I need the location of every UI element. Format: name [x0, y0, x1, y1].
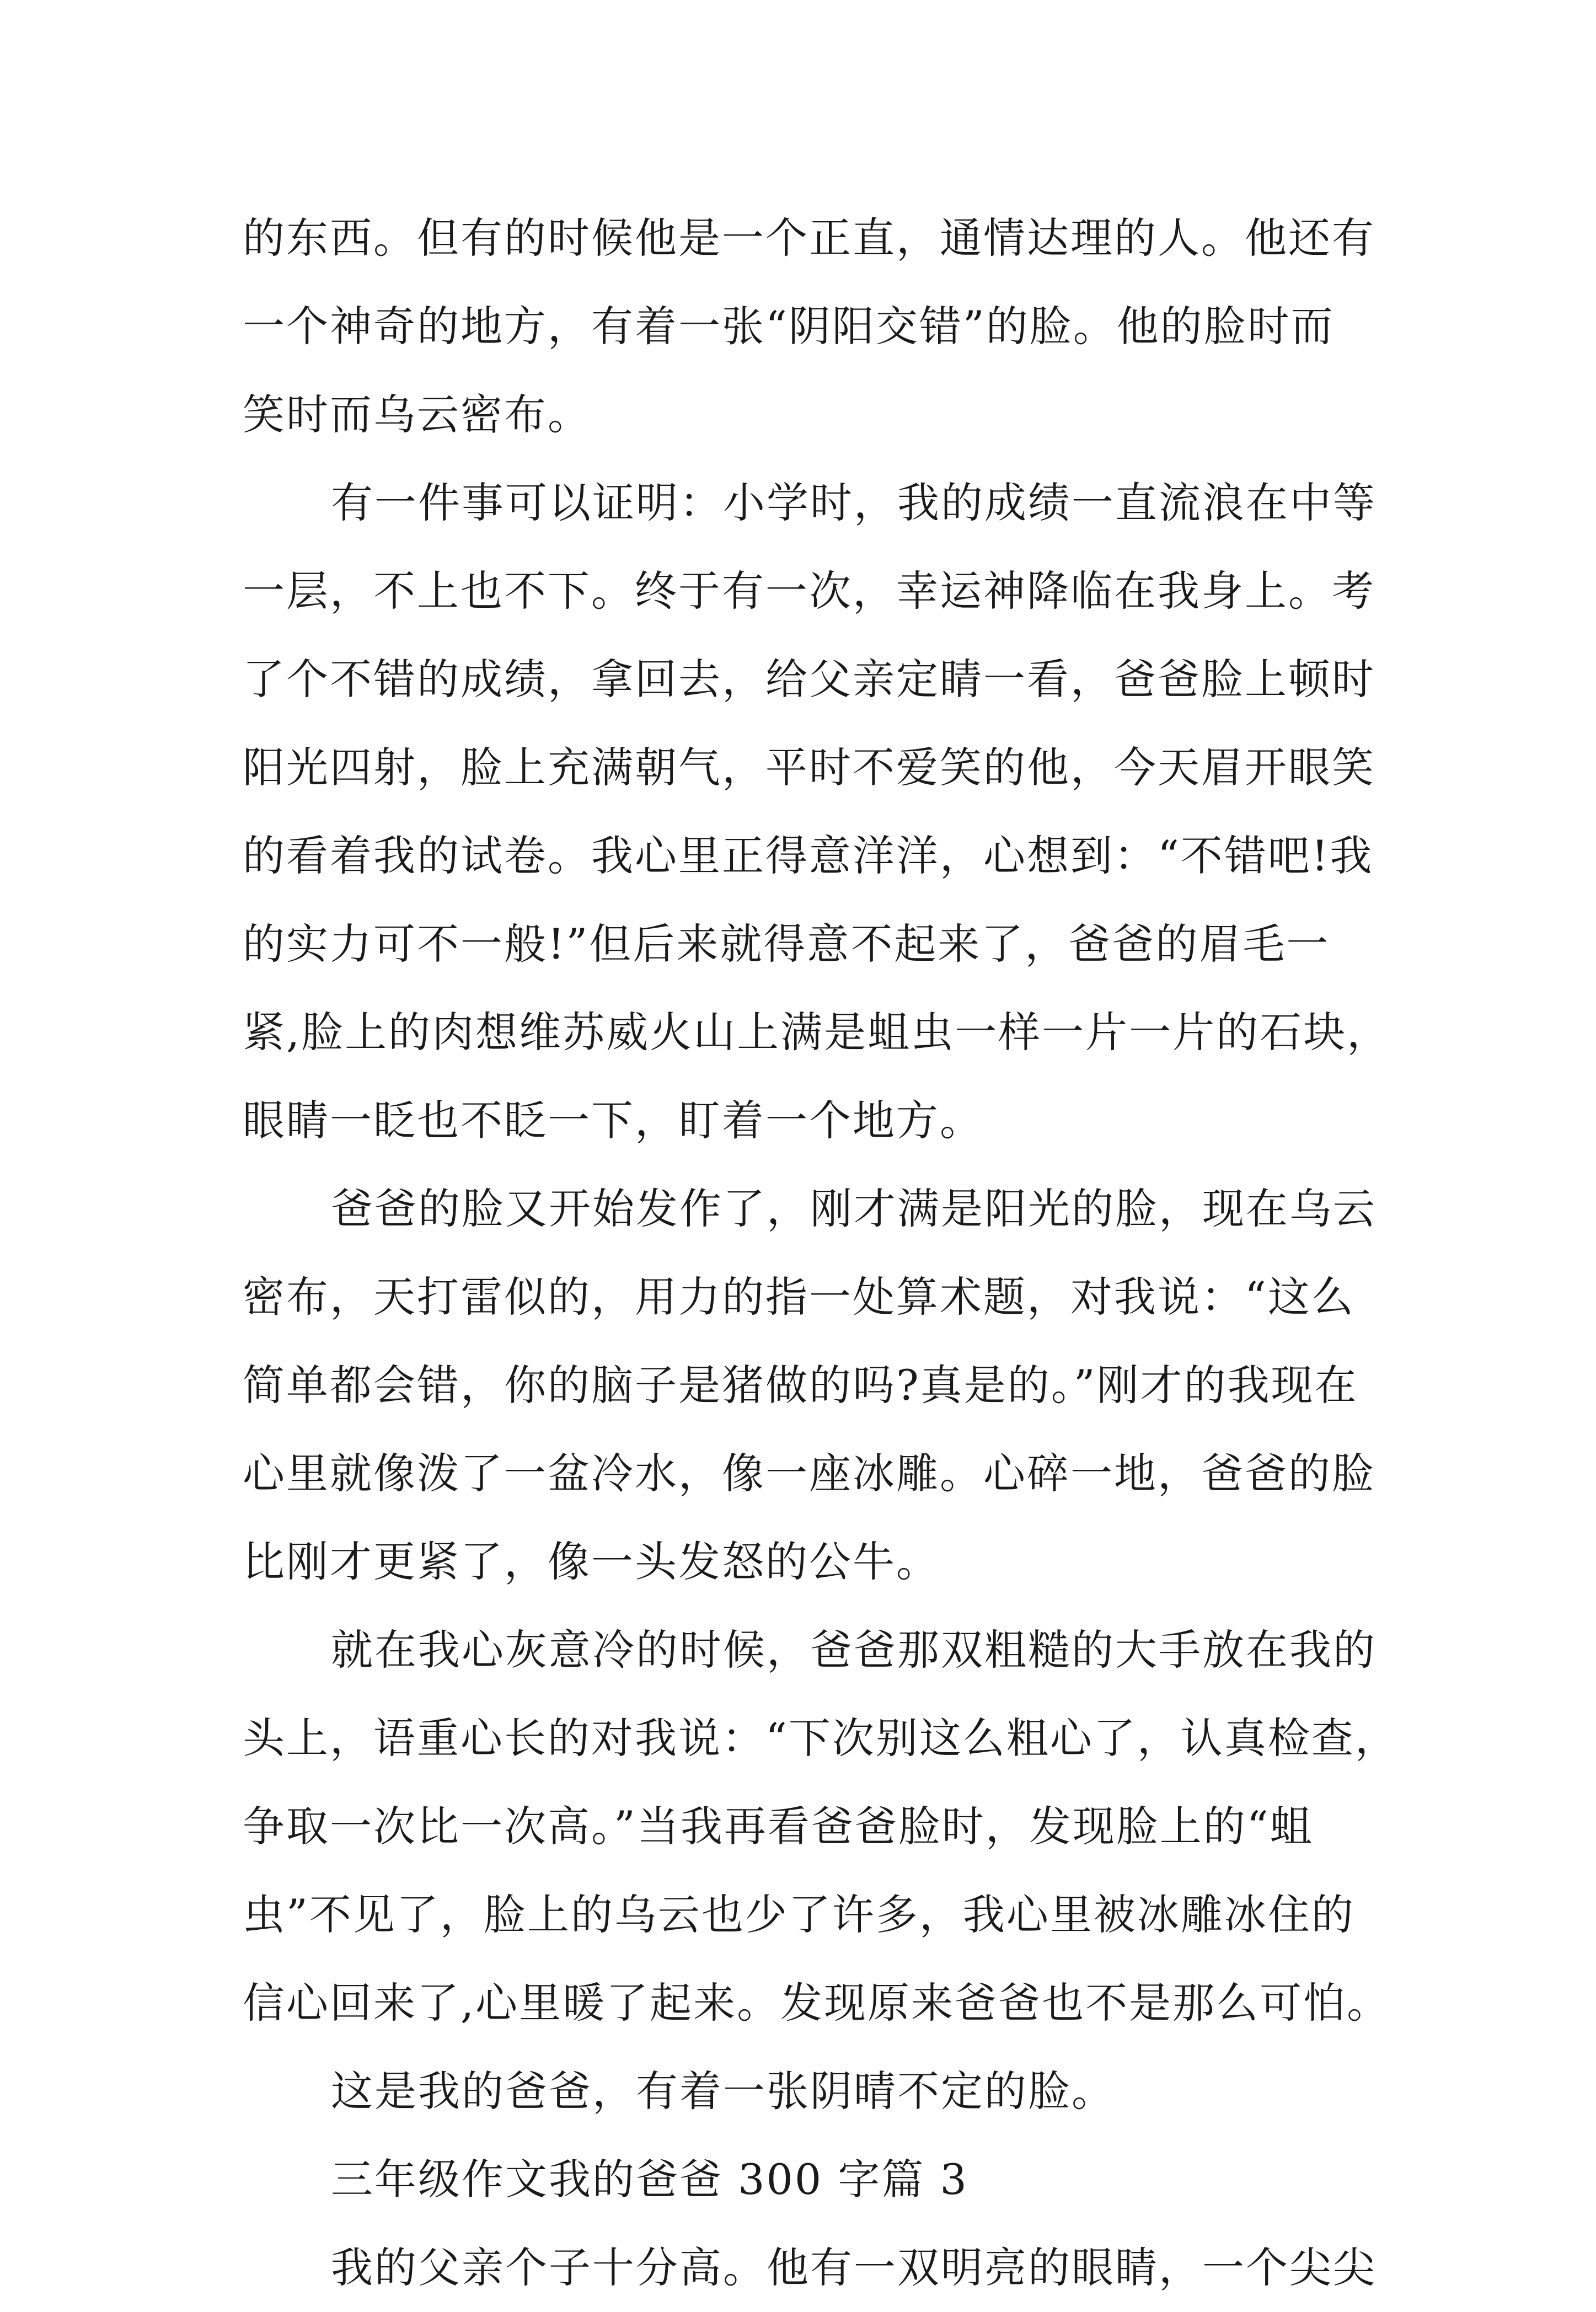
text-line: 心里就像泼了一盆冷水，像一座冰雕。心碎一地，爸爸的脸 — [243, 1449, 1375, 1498]
text-line: 信心回来了,心里暖了起来。发现原来爸爸也不是那么可怕。 — [243, 1978, 1391, 2027]
text-line: 虫”不见了，脸上的乌云也少了许多，我心里被冰雕冰住的 — [243, 1890, 1355, 1939]
text-line: 笑时而乌云密布。 — [243, 390, 591, 439]
text-line: 的实力可不一般!”但后来就得意不起来了，爸爸的眉毛一 — [243, 919, 1330, 968]
text-line: 的东西。但有的时候他是一个正直，通情达理的人。他还有 — [243, 213, 1375, 263]
text-line: 我的父亲个子十分高。他有一双明亮的眼睛，一个尖尖 — [331, 2243, 1377, 2292]
text-line: 密布，天打雷似的，用力的指一处算术题，对我说：“这么 — [243, 1272, 1355, 1321]
text-line: 比刚才更紧了，像一头发怒的公牛。 — [243, 1537, 940, 1586]
text-line: 紧,脸上的肉想维苏威火山上满是蛆虫一样一片一片的石块， — [243, 1008, 1391, 1057]
text-line: 的看着我的试卷。我心里正得意洋洋，心想到：“不错吧!我 — [243, 831, 1374, 880]
text-line: 简单都会错，你的脑子是猪做的吗?真是的。”刚才的我现在 — [243, 1361, 1358, 1410]
text-line: 争取一次比一次高。”当我再看爸爸脸时，发现脸上的“蛆 — [243, 1802, 1314, 1851]
text-line: 爸爸的脸又开始发作了，刚才满是阳光的脸，现在乌云 — [331, 1184, 1377, 1233]
text-line: 头上，语重心长的对我说：“下次别这么粗心了，认真检查， — [243, 1714, 1399, 1763]
body-text — [243, 194, 1399, 2312]
text-line: 一层，不上也不下。终于有一次，幸运神降临在我身上。考 — [243, 566, 1375, 616]
text-line: 就在我心灰意冷的时候，爸爸那双粗糙的大手放在我的 — [331, 1625, 1377, 1674]
section-heading: 三年级作文我的爸爸 300 字篇 3 — [331, 2155, 968, 2204]
text-line: 阳光四射，脸上充满朝气，平时不爱笑的他，今天眉开眼笑 — [243, 743, 1375, 792]
text-line: 眼睛一眨也不眨一下，盯着一个地方。 — [243, 1096, 983, 1145]
text-line: 这是我的爸爸，有着一张阴晴不定的脸。 — [331, 2067, 1115, 2116]
text-line: 了个不错的成绩，拿回去，给父亲定睛一看，爸爸脸上顿时 — [243, 655, 1375, 704]
text-line: 有一件事可以证明：小学时，我的成绩一直流浪在中等 — [331, 478, 1377, 527]
text-line: 一个神奇的地方，有着一张“阴阳交错”的脸。他的脸时而 — [243, 302, 1335, 351]
